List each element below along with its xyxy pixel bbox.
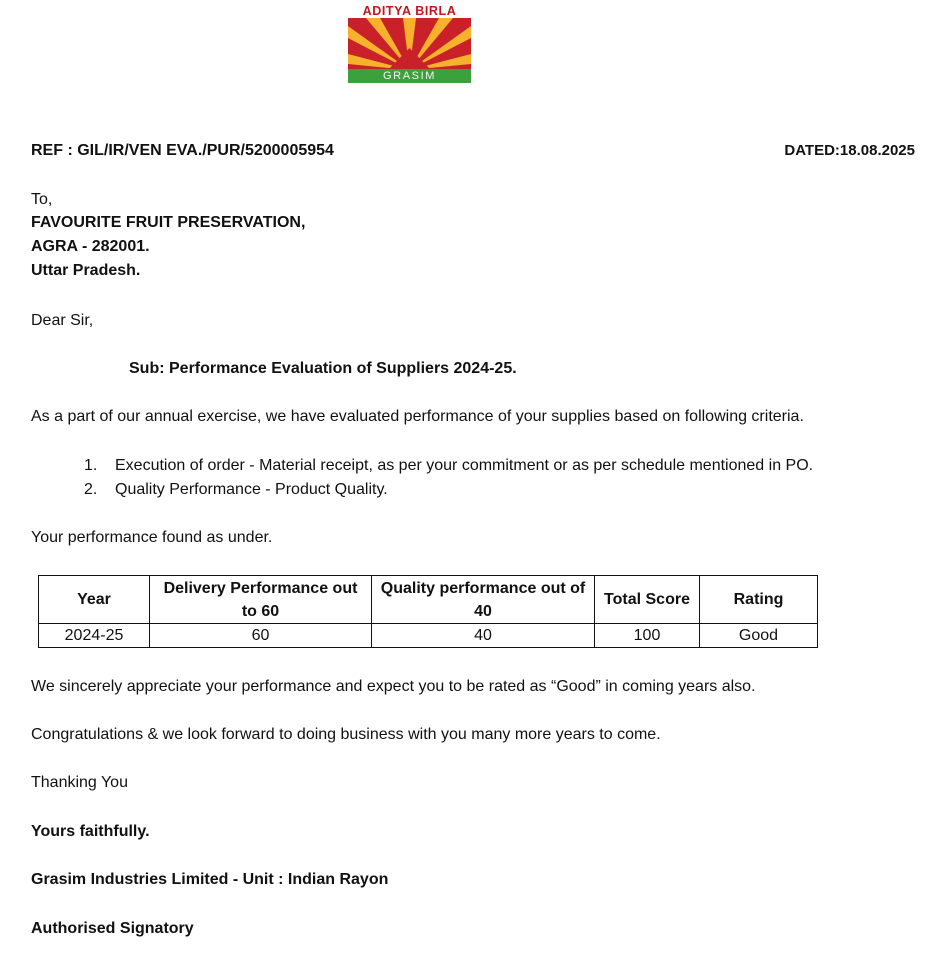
logo-emblem-icon: [348, 18, 471, 70]
company-unit: Grasim Industries Limited - Unit : Indian Rayon: [31, 871, 389, 888]
header-year: Year: [39, 576, 150, 624]
appreciation-paragraph: We sincerely appreciate your performance and expect you to be rated as “Good” in coming years also.: [31, 678, 756, 695]
congrats-paragraph: Congratulations & we look forward to doing business with you many more years to come.: [31, 726, 661, 743]
cell-year: 2024-25: [39, 624, 150, 648]
performance-table: [38, 575, 818, 648]
criteria-text: Quality Performance - Product Quality.: [115, 481, 388, 498]
cell-total: 100: [595, 624, 700, 648]
table-header-row: [39, 576, 818, 624]
salutation: Dear Sir,: [31, 312, 94, 329]
closing-line: Yours faithfully.: [31, 823, 150, 840]
table-row: [39, 624, 818, 648]
address-to: To,: [31, 191, 53, 208]
cell-rating: Good: [700, 624, 818, 648]
thanks-line: Thanking You: [31, 774, 128, 791]
header-delivery: Delivery Performance out to 60: [150, 576, 372, 624]
criteria-number: 1.: [84, 457, 98, 474]
criteria-list: [84, 454, 813, 502]
criteria-item: [84, 478, 813, 502]
performance-intro: Your performance found as under.: [31, 529, 273, 546]
address-state: Uttar Pradesh.: [31, 262, 141, 279]
company-logo: [348, 3, 471, 83]
header-rating: Rating: [700, 576, 818, 624]
criteria-text: Execution of order - Material receipt, as per your commitment or as per schedule mentioned in PO.: [115, 457, 814, 474]
criteria-number: 2.: [84, 481, 98, 498]
signatory: Authorised Signatory: [31, 920, 194, 937]
criteria-item: [84, 454, 813, 478]
intro-paragraph: As a part of our annual exercise, we have evaluated performance of your supplies based on following criteria.: [31, 408, 804, 425]
header-total: Total Score: [595, 576, 700, 624]
address-city: AGRA - 282001.: [31, 238, 150, 255]
cell-delivery: 60: [150, 624, 372, 648]
logo-bottom-text: GRASIM: [348, 69, 471, 83]
subject-line: Sub: Performance Evaluation of Suppliers 2024-25.: [129, 360, 517, 377]
address-company: FAVOURITE FRUIT PRESERVATION,: [31, 214, 306, 231]
reference-number: REF : GIL/IR/VEN EVA./PUR/5200005954: [31, 142, 334, 159]
logo-top-text: ADITYA BIRLA: [362, 4, 457, 18]
cell-quality: 40: [372, 624, 595, 648]
header-quality: Quality performance out of 40: [372, 576, 595, 624]
letter-date: DATED:18.08.2025: [784, 142, 915, 159]
